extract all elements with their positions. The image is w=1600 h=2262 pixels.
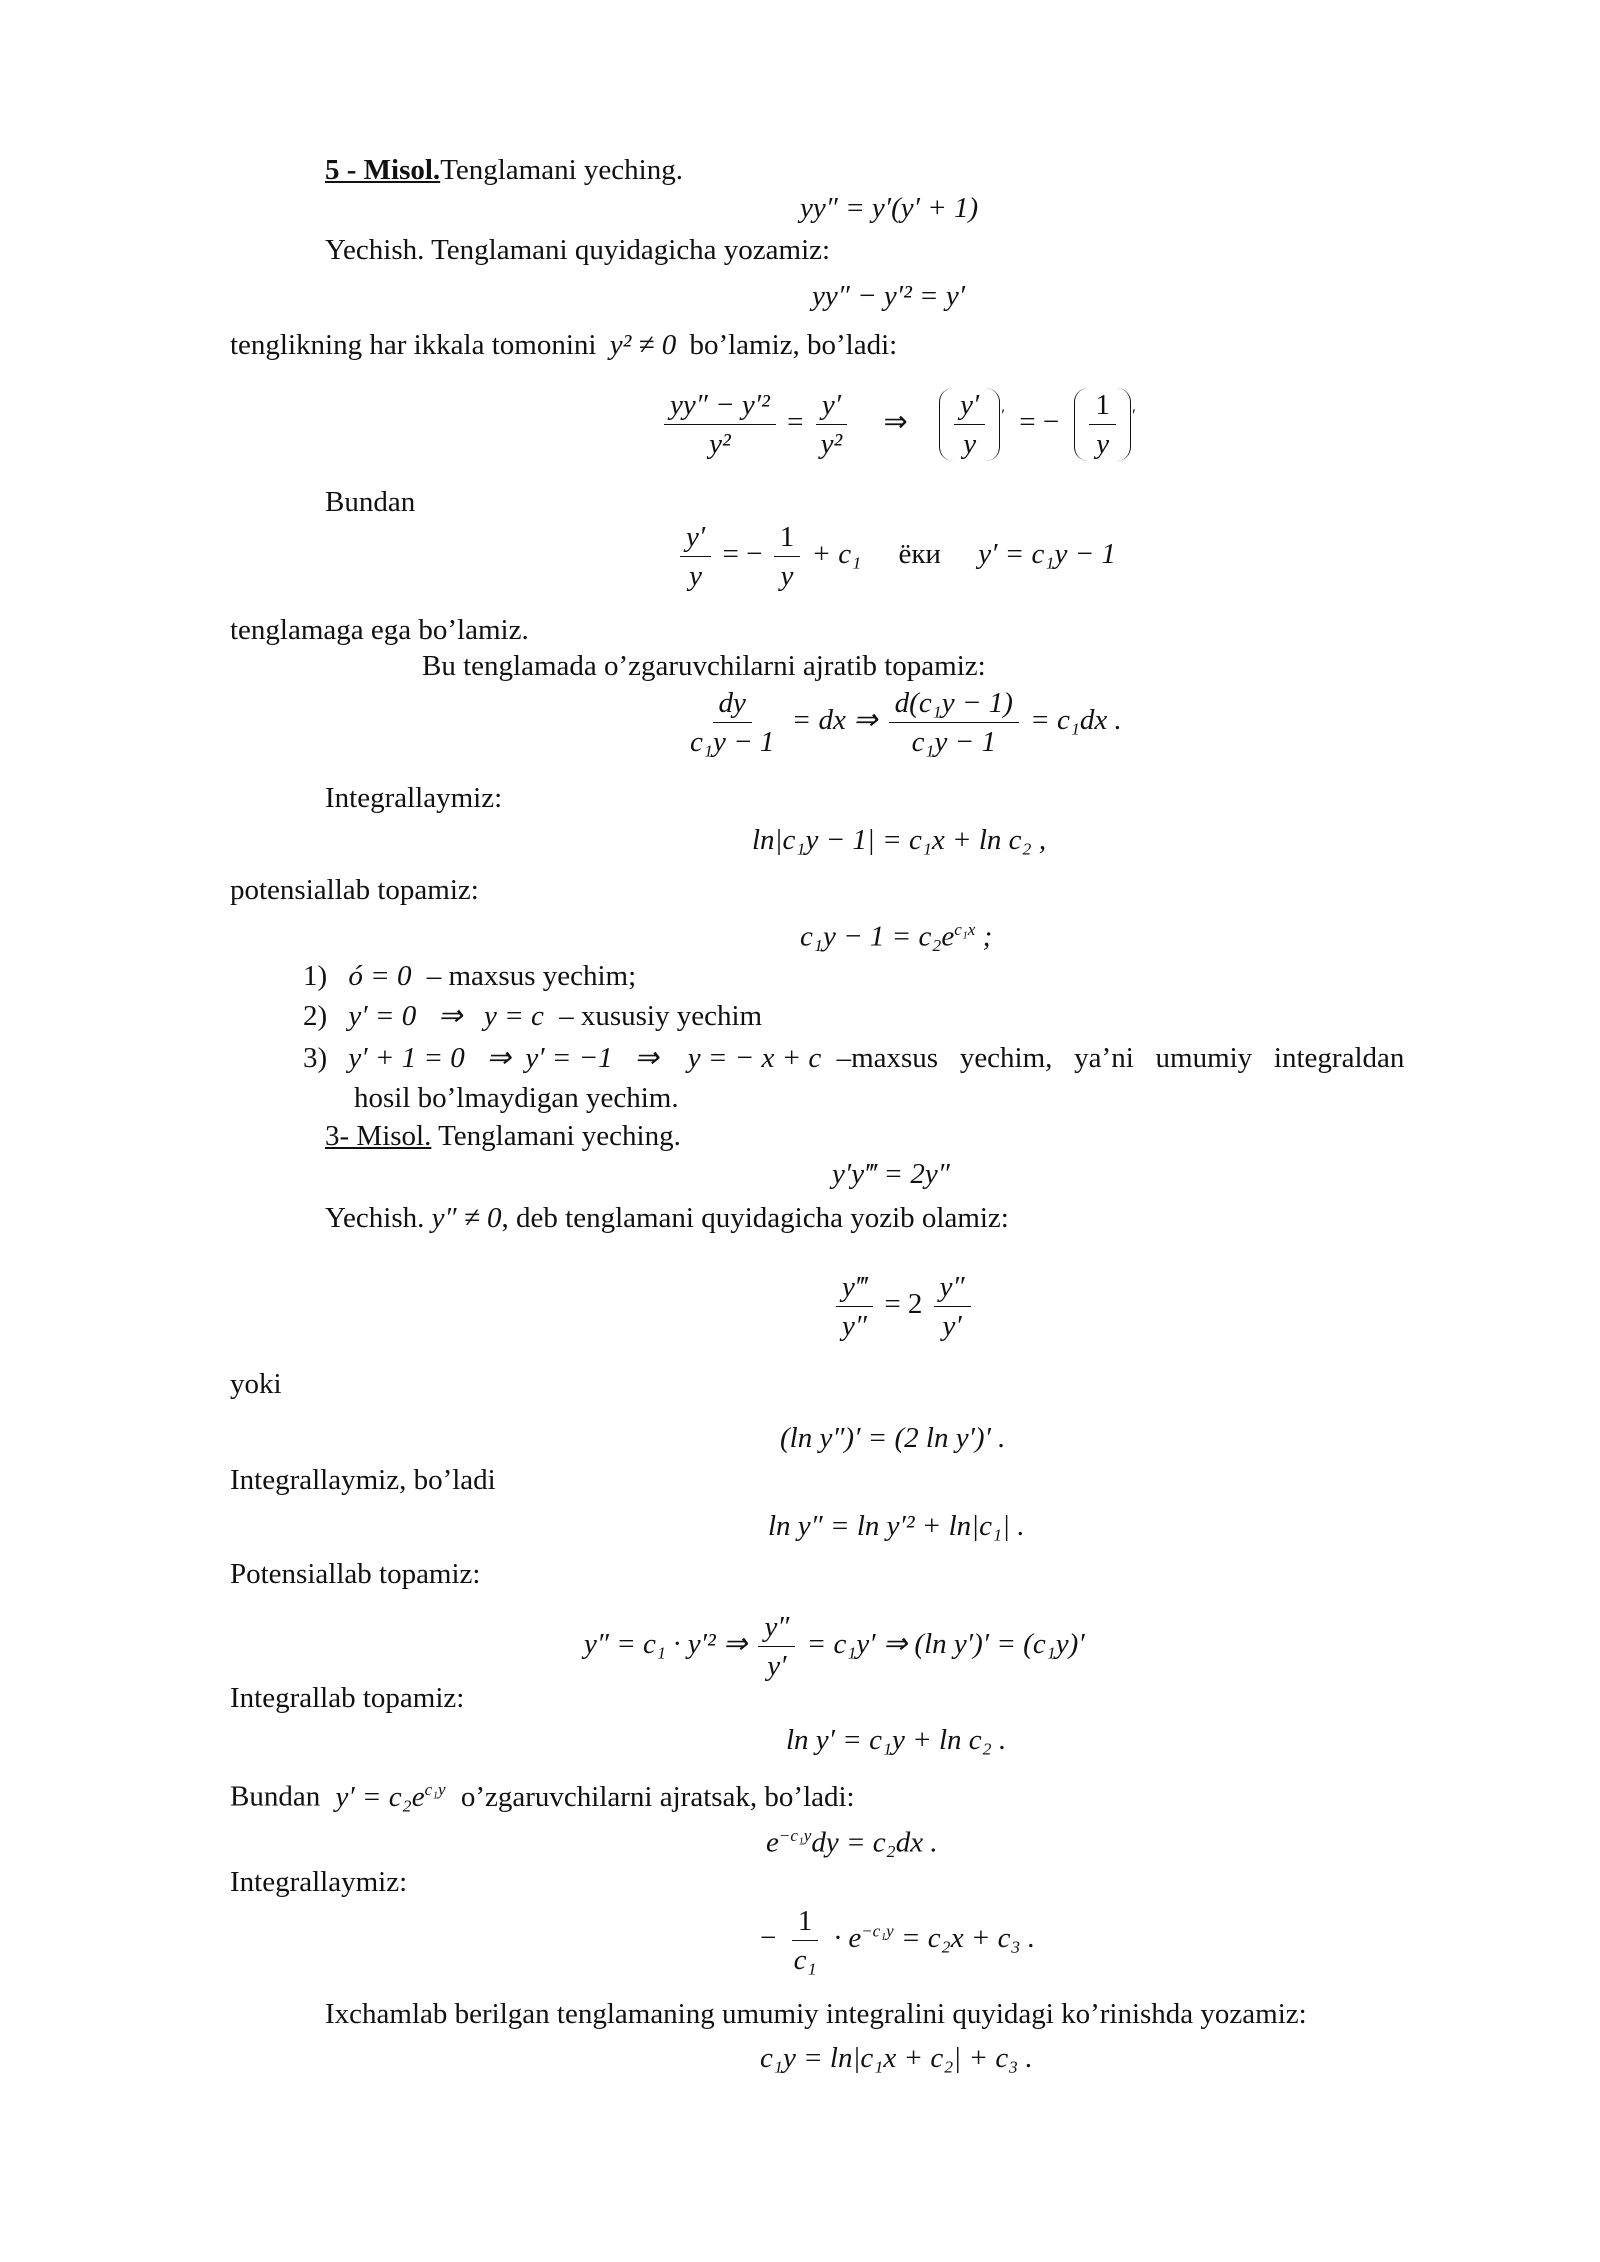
- yoki-cyrillic: ёки: [898, 538, 941, 571]
- equation-5: $\frac{dy}{\text{c₁y − 1}}$ = dx ⇒ $\frac{\text{d(c₁y − 1)}}{\text{c₁y − 1}}$ = c₁dx .: [680, 686, 1122, 759]
- potensiallab-label-2: Potensiallab topamiz:: [230, 1558, 481, 1590]
- integrallab-label: Integrallab topamiz:: [230, 1682, 465, 1714]
- equation-10: (ln y″)′ = (2 ln y′)′ .: [780, 1422, 1006, 1454]
- integrate-label: Integrallaymiz:: [325, 782, 503, 814]
- fraction-g: $\frac{dy}{\text{c₁y − 1}}$: [690, 687, 775, 758]
- fraction-ex3-c: $\frac{y''}{y'}$: [758, 1610, 795, 1683]
- equation-1: yy″ = y′(y′ + 1): [800, 192, 979, 224]
- solution-intro: Yechish. Tenglamani quyidagicha yozamiz:: [325, 234, 831, 266]
- equation-yprime: y′ = c₁y − 1: [978, 538, 1116, 571]
- equation-3: $\frac{\text{yy″ − y′²}}{\text{y²}}$ = $\frac{y'}{\text{y²}}$ ⇒ $\frac{y'}{y}$ ′ = − $\frac{1}{y}$ ′: [660, 388, 1135, 461]
- case-2: 2) y′ = 0 ⇒ y = c – xususiy yechim: [303, 1000, 763, 1032]
- equation-11: ln y″ = ln y′² + ln|c₁| .: [768, 1510, 1025, 1542]
- case-3: 3) y′ + 1 = 0 ⇒ y′ = −1 ⇒ y = − x + c –maxsus yechim, ya’ni umumiy integraldan: [303, 1042, 1405, 1074]
- equation-14: $e^{-c_1y}dy = c_2dx$ .: [766, 1826, 938, 1859]
- implies-symbol: ⇒: [883, 406, 908, 439]
- equation-13: ln y′ = c₁y + ln c₂ .: [786, 1724, 1007, 1756]
- bundan-label: Bundan: [325, 486, 416, 518]
- ega-text: tenglamaga ega bo’lamiz.: [230, 614, 529, 646]
- case-3-continuation: hosil bo’lmaydigan yechim.: [354, 1082, 679, 1114]
- fraction-a: $\frac{\text{yy″ − y′²}}{\text{y²}}$: [664, 388, 776, 461]
- equation-15: − $\frac{1}{\text{c₁}}$ · $e^{-c_1y} = c_2x + c_3$ .: [760, 1905, 1036, 1976]
- final-equation: c₁y = ln|c₁x + c₂| + c₃ .: [760, 2042, 1033, 2074]
- integrate-label-3: Integrallaymiz:: [230, 1866, 408, 1898]
- paren-group-c: [939, 388, 1000, 461]
- divide-text-b: bo’lamiz, bo’ladi:: [689, 329, 898, 361]
- example-3-heading: [325, 1118, 681, 1154]
- example-5-heading: [325, 152, 683, 188]
- fraction-ex3-b: $\frac{y''}{y'}$: [934, 1270, 971, 1343]
- divide-text-a: tenglikning har ikkala tomonini: [230, 329, 597, 361]
- fraction-b: $\frac{y'}{\text{y²}}$: [815, 388, 849, 461]
- fraction-d: $\frac{1}{y}$: [1089, 388, 1116, 461]
- fraction-f: $\frac{1}{y}$: [774, 520, 801, 593]
- divide-line: [230, 327, 897, 363]
- fraction-c: $\frac{y'}{y}$: [954, 388, 985, 461]
- fraction-ex3-d: $\frac{1}{\text{c₁}}$: [793, 1905, 817, 1976]
- paren-group-d: [1074, 388, 1131, 461]
- example-3-title: 3- Misol.: [325, 1120, 432, 1152]
- bundan-line: Bundan $y' = c_2e^{c_1y}$ o’zgaruvchilarni ajratsak, bo’ladi:: [230, 1780, 855, 1813]
- example-5-task: Tenglamani yeching.: [440, 154, 683, 186]
- equation-7: $c_1y - 1 = c_2e^{c_1x}$ ;: [800, 920, 993, 953]
- divide-condition: y² ≠ 0: [609, 329, 677, 361]
- equation-9: $\frac{y‴}{y''}$ = 2 $\frac{y''}{y'}$: [832, 1270, 975, 1343]
- case-1: 1) ó = 0 – maxsus yechim;: [303, 960, 637, 992]
- solution-3-intro: Yechish. y″ ≠ 0, deb tenglamani quyidagicha yozib olamiz:: [325, 1202, 1009, 1234]
- equation-4: $\frac{y'}{y}$ = − $\frac{1}{y}$ + c₁ ёки y′ = c₁y − 1: [676, 520, 1116, 593]
- equation-6: ln|c₁y − 1| = c₁x + ln c₂ ,: [752, 824, 1047, 856]
- integrate-label-2: Integrallaymiz, bo’ladi: [230, 1464, 496, 1496]
- example-3-task: Tenglamani yeching.: [431, 1120, 681, 1152]
- potensiallab-label: potensiallab topamiz:: [230, 874, 479, 906]
- equation-12: y″ = c₁ · y′² ⇒ $\frac{y''}{y'}$ = c₁y′ ⇒ (ln y′)′ = (c₁y)′: [584, 1611, 1085, 1682]
- example-5-title: 5 - Misol.: [325, 154, 441, 186]
- equation-8: y′y‴ = 2y″: [832, 1158, 950, 1190]
- fraction-ex3-a: $\frac{y‴}{y''}$: [836, 1270, 873, 1343]
- fraction-h: $\frac{\text{d(c₁y − 1)}}{\text{c₁y − 1}}$: [889, 686, 1019, 759]
- separate-text: Bu tenglamada o’zgaruvchilarni ajratib topamiz:: [422, 650, 986, 682]
- yoki-label: yoki: [230, 1368, 282, 1400]
- fraction-e: $\frac{y'}{y}$: [680, 520, 711, 593]
- equation-2: yy″ − y′² = y′: [812, 280, 966, 312]
- final-text: Ixchamlab berilgan tenglamaning umumiy integralini quyidagi ko’rinishda yozamiz:: [325, 1998, 1307, 2030]
